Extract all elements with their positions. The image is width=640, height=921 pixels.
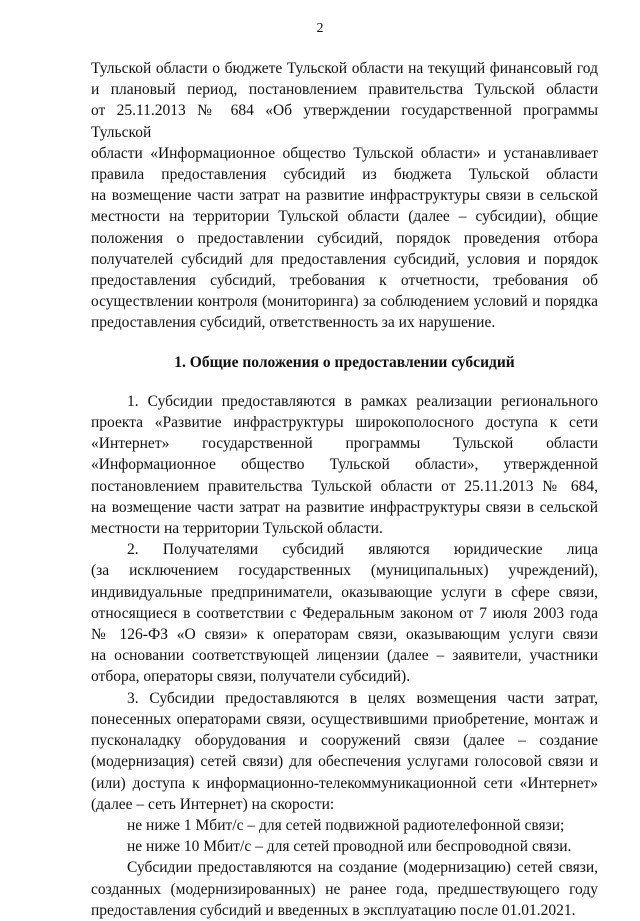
document-body: [91, 58, 598, 921]
text-line: Тульской области о бюджете Тульской области на текущий финансовый год: [91, 60, 598, 77]
text-line: предоставления субсидий и введенных в эксплуатацию после 01.01.2021.: [91, 901, 576, 919]
intro-paragraph: [91, 58, 598, 334]
text-line: пусконаладку оборудования и сооружений связи (далее – создание: [91, 732, 598, 750]
text-line: получателей субсидий для предоставления субсидий, условия и порядок: [91, 250, 598, 268]
speed-list: [91, 815, 598, 857]
text-line: 1. Субсидии предоставляются в рамках реализации регионального: [127, 392, 598, 410]
text-line: «Интернет» государственной программы Тульской области: [91, 435, 598, 453]
text-line: постановлением правительства Тульской области от 25.11.2013 № 684,: [91, 477, 598, 495]
text-line: (или) доступа к информационно-телекоммуникационной сети «Интернет»: [91, 774, 598, 792]
text-line: от 25.11.2013 № 684 «Об утверждении государственной программы Тульской: [91, 102, 598, 141]
text-line: понесенных операторами связи, осуществившими приобретение, монтаж и: [91, 710, 598, 728]
text-line: № 126-ФЗ «О связи» к операторам связи, оказывающим услуги связи: [91, 626, 598, 644]
text-line: 2. Получателями субсидий являются юридические лица: [127, 541, 598, 559]
text-line: осуществлении контроля (мониторинга) за соблюдением условий и порядка: [91, 293, 598, 311]
text-line: созданных (модернизированных) не ранее года, предшествующего году: [91, 880, 598, 898]
text-line: местности на территории Тульской области.: [91, 520, 383, 538]
item-1-paragraph: [91, 391, 598, 539]
final-paragraph: [91, 857, 598, 921]
text-line: Субсидии предоставляются на создание (модернизацию) сетей связи,: [127, 859, 598, 877]
text-line: относящиеся в соответствии с Федеральным законом от 7 июля 2003 года: [91, 604, 598, 622]
text-line: на основании соответствующей лицензии (далее – заявители, участники: [91, 647, 598, 665]
text-line: проекта «Развитие инфраструктуры широкополосного доступа к сети: [91, 414, 598, 432]
text-line: 3. Субсидии предоставляются в целях возмещения части затрат,: [127, 689, 598, 707]
text-line: (модернизация) сетей связи) для обеспечения услугами голосовой связи и: [91, 753, 598, 771]
page-number: 2: [316, 21, 324, 36]
item-3-paragraph: [91, 688, 598, 815]
text-line: «Информационное общество Тульской области», утвержденной: [91, 456, 598, 474]
item-2-paragraph: [91, 539, 598, 687]
text-line: и плановый период, постановлением правительства Тульской области: [91, 81, 598, 99]
text-line: области «Информационное общество Тульской области» и устанавливает: [91, 144, 598, 162]
text-line: на возмещение части затрат на развитие инфраструктуры связи в сельской: [91, 498, 598, 516]
text-line: местности на территории Тульской области (далее – субсидии), общие: [91, 208, 598, 226]
text-line: предоставления субсидий, ответственность за их нарушение.: [91, 314, 496, 332]
text-line: отбора, операторы связи, получатели субсидий).: [91, 668, 411, 686]
text-line: на возмещение части затрат на развитие инфраструктуры связи в сельской: [91, 187, 598, 205]
text-line: (далее – сеть Интернет) на скорости:: [91, 795, 335, 813]
section-heading: 1. Общие положения о предоставлении субсидий: [174, 353, 515, 371]
text-line: предоставления субсидий, требования к отчетности, требования об: [91, 272, 598, 290]
text-line: положения о предоставлении субсидий, порядок проведения отбора: [91, 229, 598, 247]
speed-item: не ниже 1 Мбит/с – для сетей подвижной радиотелефонной связи;: [127, 816, 565, 834]
text-line: правила предоставления субсидий из бюджета Тульской области: [91, 166, 598, 184]
text-line: индивидуальные предприниматели, оказывающие услуги в сфере связи,: [91, 583, 598, 601]
speed-item: не ниже 10 Мбит/с – для сетей проводной или беспроводной связи.: [127, 838, 572, 856]
text-line: (за исключением государственных (муниципальных) учреждений),: [91, 562, 598, 580]
